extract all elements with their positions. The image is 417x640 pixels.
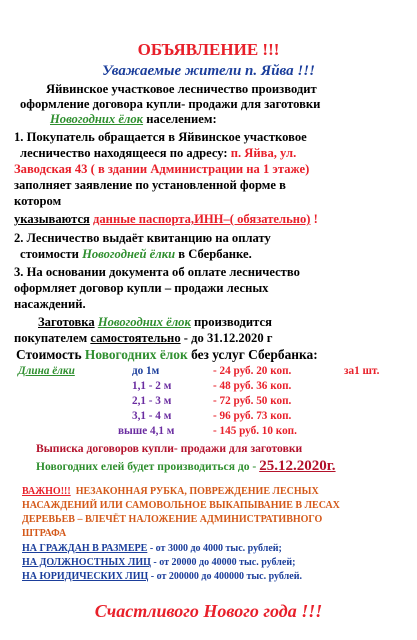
step1-line-1: 1. Покупатель обращается в Яйвинское участковое [14,130,307,144]
harvest-performed: производится [194,315,272,329]
step3-line-1: 3. На основании документа об оплате лесничество [14,265,300,279]
step1-exclamation: ! [313,212,318,226]
price-table-header: Длина ёлки [18,365,75,377]
warning-line-4: ШТРАФА [22,528,67,539]
price-heading-rest: без услуг Сбербанка: [191,347,318,362]
price-row-1: - 24 руб. 20 коп. [213,365,292,377]
step2-cost: стоимости [20,247,79,261]
closing-greeting: Счастливого Нового года !!! [94,601,323,621]
price-note-row-1: за1 шт. [344,365,380,377]
fine-row-officials [22,557,295,569]
greeting: Уважаемые жители п. Яйва !!! [102,63,315,79]
step1-address-lead: лесничество находящееся по адресу: [20,146,228,160]
fine-row-citizens [22,543,282,555]
fine-citizens-amount: - от 3000 до 4000 тыс. рублей; [149,543,282,554]
fine-row-legal-entities [22,571,302,583]
fine-citizens-label: НА ГРАЖДАН В РАЗМЕРЕ [22,543,148,554]
warning-lead: ВАЖНО!!! [22,486,71,497]
size-row-1: до 1м [132,365,160,377]
price-row-4: - 96 руб. 73 коп. [213,410,292,422]
price-heading [16,348,318,362]
harvest-lead: Заготовка [38,315,95,329]
step3-line-2: оформляет договор купли – продажи лесных [14,281,269,295]
step1-line-3: Заводская 43 ( в здании Администрации на 1 этаже) [14,162,310,176]
step1-line-6 [14,212,318,226]
size-row-2: 1,1 - 2 м [132,380,172,392]
price-row-3: - 72 руб. 50 коп. [213,395,292,407]
intro-line-3-rest: населением: [146,112,217,126]
harvest-line-2 [14,331,272,345]
contracts-note: Выписка договоров купли- продажи для заготовки [36,442,303,455]
price-row-5: - 145 руб. 10 коп. [213,425,297,437]
highlight-harvest-trees: Новогодних ёлок [97,315,191,329]
warning-line-1 [22,486,319,498]
step1-line-5: котором [14,194,62,208]
harvest-deadline-date: 25.12.2020г. [259,458,336,474]
step2-line-1: 2. Лесничество выдаёт квитанцию на оплату [14,231,271,245]
harvest-deadline-lead: Новогодних елей будет производиться до - [36,460,257,473]
harvest-line-1 [38,315,272,329]
step1-passport-inn: данные паспорта,ИНН–( обязательно) [93,212,311,226]
step1-line-4: заполняет заявление по установленной форме в [14,178,286,192]
fine-officials-amount: - от 20000 до 40000 тыс. рублей; [153,557,296,568]
size-row-3: 2,1 - 3 м [132,395,172,407]
step1-indicated: указываются [14,212,90,226]
fine-legal-label: НА ЮРИДИЧЕСКИХ ЛИЦ [22,571,149,582]
harvest-self: самостоятельно [90,331,181,345]
step2-line-2 [20,247,252,261]
fine-legal-amount: - от 200000 до 400000 тыс. рублей. [150,571,302,582]
harvest-by-buyer: покупателем [14,331,88,345]
step2-sberbank: в Сбербанке. [178,247,252,261]
highlight-new-year-tree: Новогодней ёлки [82,247,176,261]
harvest-until: - до 31.12.2020 г [183,331,273,345]
price-heading-trees: Новогодних ёлок [84,347,188,362]
highlight-new-year-trees: Новогодних ёлок [50,112,144,126]
warning-line-2: НАСАЖДЕНИЙ ИЛИ САМОВОЛЬНОЕ ВЫКАПЫВАНИЕ В ЛЕСАХ [22,500,340,511]
step1-address: п. Яйва, ул. [230,146,297,160]
fine-officials-label: НА ДОЛЖНОСТНЫХ ЛИЦ [22,557,151,568]
harvest-deadline [36,459,336,474]
warning-line-3: ДЕРЕВЬЕВ – ВЛЕЧЁТ НАЛОЖЕНИЕ АДМИНИСТРАТИВНОГО [22,514,323,525]
intro-line-1: Яйвинское участковое лесничество производит [46,82,317,96]
announcement-title: ОБЪЯВЛЕНИЕ !!! [137,40,280,59]
intro-line-3 [50,112,217,126]
price-heading-lead: Стоимость [16,347,82,362]
step1-line-2 [20,146,296,160]
price-row-2: - 48 руб. 36 коп. [213,380,292,392]
warning-text-1: НЕЗАКОННАЯ РУБКА, ПОВРЕЖДЕНИЕ ЛЕСНЫХ [75,486,319,497]
intro-line-2: оформление договора купли- продажи для заготовки [20,97,321,111]
size-row-5: выше 4,1 м [118,425,175,437]
step3-line-3: насаждений. [14,297,86,311]
size-row-4: 3,1 - 4 м [132,410,172,422]
